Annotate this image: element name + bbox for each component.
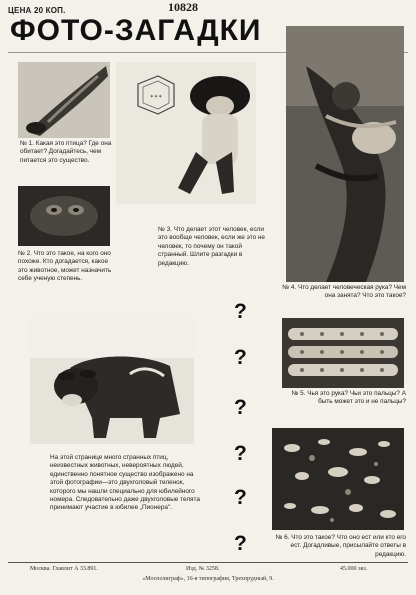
question-mark-6: ? — [234, 532, 247, 555]
question-mark-1: ? — [234, 300, 247, 323]
caption-5: № 5. Чья это рука? Чьи это пальцы? А быть может это и не пальцы? — [291, 390, 406, 406]
photo-dark-creature — [18, 186, 110, 246]
issue-number: 10828 — [168, 0, 198, 14]
main-description: На этой странице много странных птиц, неизвестных животных, невероятных людей, единственно понятное существо изображено на этой фотографии—это двухголовый теленок, которого мы нашли специально для юбилейного номера. Следовательно даже двухголовые телята принимают участие в юбилее „Пионера". — [50, 454, 200, 512]
svg-text:✶✶✶: ✶✶✶ — [149, 94, 163, 100]
photo-two-headed-calf — [30, 318, 194, 444]
price-label: ЦЕНА 20 КОП. — [8, 6, 66, 15]
photo-bird-beak — [18, 62, 110, 138]
question-mark-2: ? — [234, 346, 247, 369]
photo-hand-branch — [286, 26, 404, 282]
photo-scattered-objects — [272, 428, 404, 530]
caption-6: № 6. Что это такое? Что оно ест или кто его ест. Догадливые, присылайте ответы в редакцию. — [275, 534, 406, 558]
footer-print-run: 45.000 экз. — [340, 566, 368, 572]
footer-printer: «Мосполиграф», 16-я типография, Трехпрудный, 9. — [142, 576, 274, 582]
caption-4: № 4. Что делает человеческая рука? Чем она занята? Что это такое? — [282, 284, 406, 300]
footer-censor: Москва. Главлит А 33.891. — [30, 566, 98, 572]
page-title: ФОТО-ЗАГАДКИ — [10, 14, 262, 47]
photo-upside-down-person — [116, 62, 256, 204]
question-mark-3: ? — [234, 396, 247, 419]
caption-1: № 1. Какая это птица? Где она обитает? Догадайтесь, чем питается это существо. — [20, 140, 112, 164]
footer-publication-number: Изд. № 3258. — [186, 566, 220, 572]
photo-fingers — [282, 318, 404, 388]
footer-divider — [8, 562, 408, 563]
question-mark-4: ? — [234, 442, 247, 465]
question-mark-5: ? — [234, 486, 247, 509]
caption-3: № 3. Что делает этот человек, если это вообще человек, если же это не человек, то почему он такой странный. Шлите разгадки в редакцию. — [158, 226, 265, 267]
caption-2: № 2. Что это такое, на кого оно похоже. Кто догадается, какое это животное, может назначить себе ученую степень. — [18, 250, 112, 283]
